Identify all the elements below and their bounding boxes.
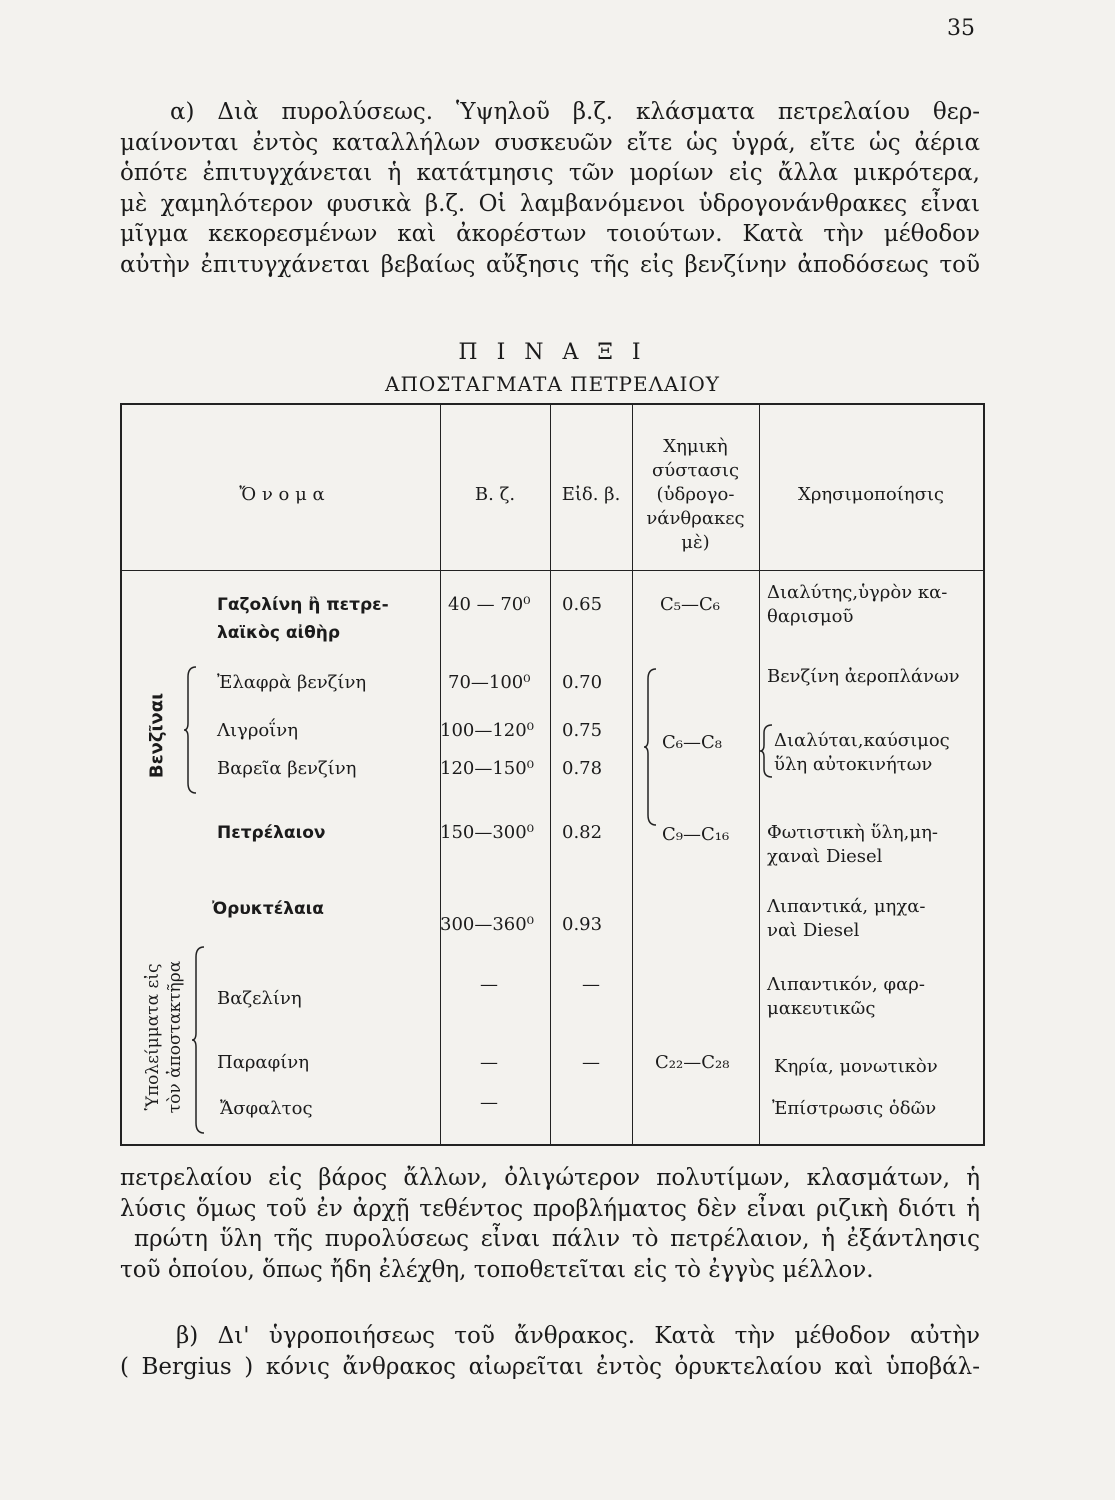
header-composition <box>632 435 759 555</box>
header-composition-line: νάνθρακες <box>646 508 745 529</box>
row-use: Κηρία, μονωτικὸν <box>774 1056 938 1077</box>
group-label-line: τὸν ἀποστακτῆρα <box>165 960 185 1114</box>
row-sg: 0.70 <box>562 672 603 693</box>
header-boiling-point: Β. ζ. <box>474 484 516 505</box>
row-name: Ἐλαφρὰ βενζίνη <box>217 672 367 693</box>
row-bp: 300—360⁰ <box>440 914 534 935</box>
text-line: τοῦ ὁποίου, ὅπως ἤδη ἐλέχθη, τοποθετεῖται εἰς τὸ ἐγγὺς μέλλον. <box>120 1256 874 1283</box>
row-name: Λιγροΐνη <box>217 720 299 741</box>
row-name: Βαζελίνη <box>217 988 302 1009</box>
text-line: α) Διὰ πυρολύσεως. Ὑψηλοῦ β.ζ. κλάσματα πετρελαίου θερ- <box>170 99 980 125</box>
row-name-line: λαϊκὸς αἰθὴρ <box>217 623 341 643</box>
header-specific-gravity: Εἰδ. β. <box>561 484 621 505</box>
row-use-line: χαναὶ Diesel <box>767 846 883 867</box>
text-line: β) Δι' ὑγροποιήσεως τοῦ ἄνθρακος. Κατὰ τὴν μέθοδον αὐτὴν <box>176 1323 980 1349</box>
row-use-line: Διαλύται,καύσιμος <box>774 730 950 751</box>
header-composition-line: (ὑδρογο- <box>656 484 735 505</box>
row-name: Παραφίνη <box>217 1052 309 1073</box>
row-sg: 0.75 <box>562 720 603 741</box>
row-name <box>217 593 437 645</box>
row-composition: C₉—C₁₆ <box>662 824 730 845</box>
row-use-line: μακευτικῶς <box>767 998 876 1019</box>
row-use <box>767 973 987 1021</box>
row-sg: — <box>582 1052 600 1073</box>
group-label-line: Ὑπολείμματα εἰς <box>143 963 163 1111</box>
row-bp: 70—100⁰ <box>448 672 531 693</box>
table-subtitle: ΑΠΟΣΤΑΓΜΑΤΑ ΠΕΤΡΕΛΑΙΟΥ <box>385 372 720 396</box>
paragraph-pyrolysis <box>120 97 980 280</box>
row-use <box>767 821 987 869</box>
row-bp: 40 — 70⁰ <box>448 594 531 615</box>
row-use-line: Λιπαντικά, μηχα- <box>767 896 926 917</box>
row-use-line: Διαλύτης,ὑγρὸν κα- <box>767 582 948 603</box>
group-brace <box>184 665 198 799</box>
text-line: πετρελαίου εἰς βάρος ἄλλων, ὀλιγώτερον πολυτίμων, κλασμάτων, ἡ <box>120 1165 980 1191</box>
text-line: ὁπότε ἐπιτυγχάνεται ἡ κατάτμησις τῶν μορίων εἰς ἄλλα μικρότερα, <box>120 160 980 186</box>
text-line: λύσις ὅμως τοῦ ἐν ἀρχῇ τεθέντος προβλήματος δὲν εἶναι ριζικὴ διότι ἡ <box>120 1195 980 1222</box>
paragraph-coal-liquefaction <box>120 1321 980 1382</box>
header-uses: Χρησιμοποίησις <box>798 484 944 505</box>
row-sg: 0.78 <box>562 758 603 779</box>
row-sg: 0.82 <box>562 822 603 843</box>
group-brace <box>192 945 206 1139</box>
table-title: Π Ι Ν Α Ξ Ι <box>458 340 647 365</box>
column-divider <box>550 405 551 1144</box>
row-sg: — <box>582 974 600 995</box>
text-line: πρώτη ὕλη τῆς πυρολύσεως εἶναι πάλιν τὸ πετρέλαιον, ἡ ἐξάντλησις <box>134 1226 980 1252</box>
uses-brace <box>760 723 774 783</box>
petroleum-distillates-table <box>120 403 985 1146</box>
row-composition: C₅—C₆ <box>660 594 720 615</box>
row-name: Ἄσφαλτος <box>220 1098 313 1119</box>
row-use <box>767 895 987 943</box>
row-bp: 100—120⁰ <box>440 720 534 741</box>
group-label-gasolines: Βενζῖναι <box>146 692 168 779</box>
row-name-line: Γαζολίνη ἢ πετρε- <box>217 595 389 615</box>
row-bp: 150—300⁰ <box>440 822 534 843</box>
composition-brace <box>644 667 658 831</box>
row-use <box>774 729 989 777</box>
row-bp: — <box>480 1052 498 1073</box>
row-use-line: Φωτιστικὴ ὕλη,μη- <box>767 822 938 843</box>
text-line: μὲ χαμηλότερον φυσικὰ β.ζ. Οἱ λαμβανόμενοι ὑδρογονάνθρακες εἶναι <box>120 190 980 217</box>
row-use: Ἐπίστρωσις ὁδῶν <box>772 1098 937 1119</box>
row-use-line: ὕλη αὐτοκινήτων <box>774 754 933 775</box>
row-name: Ὀρυκτέλαια <box>212 899 324 919</box>
row-use <box>767 581 987 629</box>
header-name: Ὄ ν ο μ α <box>239 484 325 505</box>
row-composition: C₆—C₈ <box>662 732 722 753</box>
row-bp: — <box>480 974 498 995</box>
row-sg: 0.93 <box>562 914 603 935</box>
header-composition-line: μὲ) <box>681 532 710 553</box>
row-name: Βαρεῖα βενζίνη <box>217 758 357 779</box>
row-use: Βενζίνη ἀεροπλάνων <box>767 666 960 687</box>
header-divider <box>122 570 983 571</box>
header-composition-line: Χημικὴ <box>663 436 728 457</box>
text-line: ( Bergius ) κόνις ἄνθρακος αἰωρεῖται ἐντὸς ὀρυκτελαίου καὶ ὑποβάλ- <box>120 1353 980 1380</box>
row-name: Πετρέλαιον <box>217 823 326 843</box>
row-use-line: Λιπαντικόν, φαρ- <box>767 974 925 995</box>
text-line: μῖγμα κεκορεσμένων καὶ ἀκορέστων τοιούτων. Κατὰ τὴν μέθοδον <box>120 221 980 247</box>
page-number: 35 <box>947 16 975 41</box>
row-sg: 0.65 <box>562 594 603 615</box>
row-bp: — <box>480 1092 498 1113</box>
row-use-line: θαρισμοῦ <box>767 606 854 627</box>
text-line: μαίνονται ἐντὸς καταλλήλων συσκευῶν εἴτε ὡς ὑγρά, εἴτε ὡς ἀέρια <box>120 129 980 156</box>
text-line: αὐτὴν ἐπιτυγχάνεται βεβαίως αὔξησις τῆς εἰς βενζίνην ἀποδόσεως τοῦ <box>120 251 980 278</box>
paragraph-pyrolysis-continued <box>120 1163 980 1285</box>
header-composition-line: σύστασις <box>651 460 740 481</box>
row-composition: C₂₂—C₂₈ <box>655 1052 730 1073</box>
group-label-residues <box>142 937 186 1137</box>
row-use-line: ναὶ Diesel <box>767 920 860 941</box>
row-bp: 120—150⁰ <box>440 758 534 779</box>
